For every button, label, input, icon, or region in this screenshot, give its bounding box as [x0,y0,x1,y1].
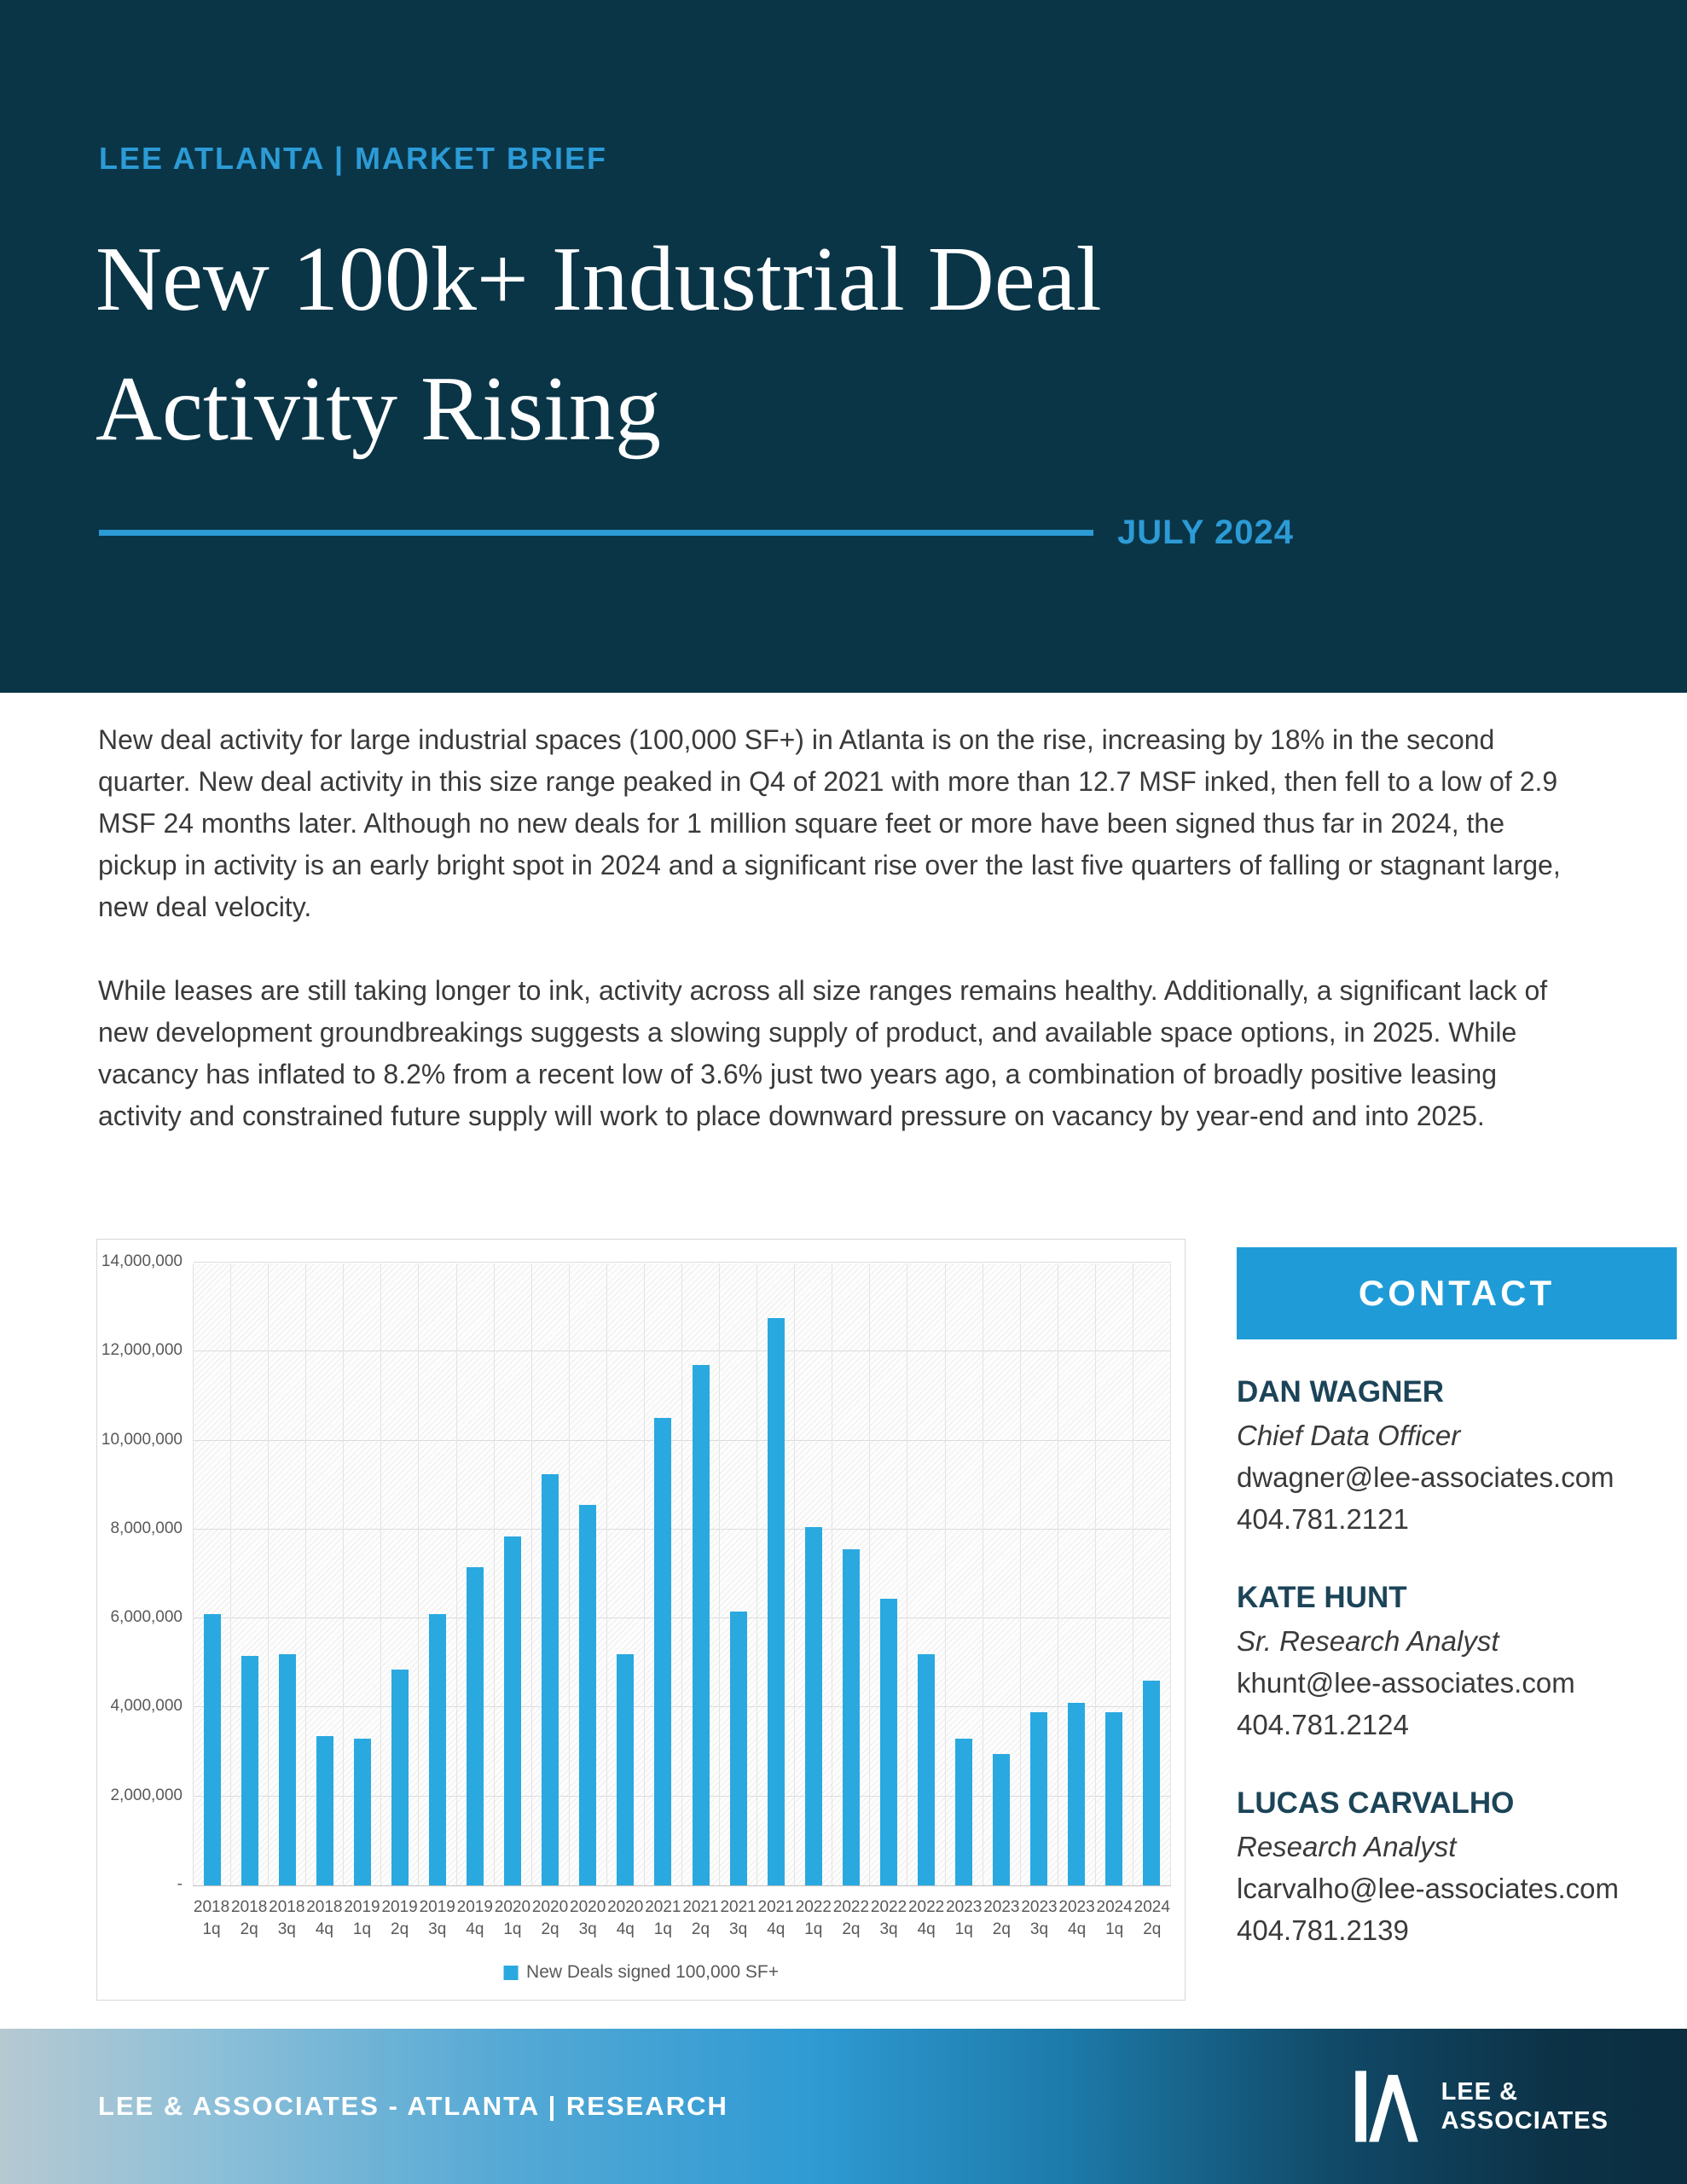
y-axis-tick-label: 4,000,000 [110,1697,183,1715]
body-paragraph-2: While leases are still taking longer to ink, activity across all size ranges remains healthy. Additionally, a significant lack of new development groundbreakings suggests a slowing supply of product, and available space options, in 2025. While vacancy has inflated to 8.2% from a recent low of 3.6% just two years ago, a combination of broadly positive leasing activity and constrained future supply will work to place downward pressure on vacancy by year-end and into 2025. [98,975,1548,1131]
bar-2019-2q [391,1670,409,1885]
contact-name: DAN WAGNER [1237,1375,1445,1409]
x-axis-tick-line: 2021 [757,1898,794,1916]
chart-x-axis [193,1896,1171,1941]
chart-category-slot [946,1263,983,1885]
x-axis-tick-label [720,1896,757,1941]
hero-section [0,0,1687,693]
bar-2021-1q [654,1418,671,1885]
contact-header-box [1237,1247,1677,1339]
body-copy [98,719,1569,1179]
x-axis-tick-line: 2021 [682,1898,719,1916]
contact-email: khunt@lee-associates.com [1237,1667,1575,1699]
y-axis-tick-label: 2,000,000 [110,1786,183,1804]
bar-2023-1q [955,1739,972,1885]
x-axis-tick-line: 1q [503,1920,522,1938]
chart-category-slot [720,1263,757,1885]
bar-chart [96,1239,1186,2001]
bar-2023-2q [993,1754,1010,1885]
x-axis-tick-line: 2018 [193,1898,230,1916]
x-axis-tick-line: 2020 [531,1898,569,1916]
bar-2021-3q [730,1612,747,1885]
body-paragraph-1: New deal activity for large industrial spaces (100,000 SF+) in Atlanta is on the rise, increasing by 18% in the second quarter. New deal activity in this size range peaked in Q4 of 2021 with more than 12.7 MSF inked, then fell to a low of 2.9 MSF 24 months later. Although no new deals for 1 million square feet or more have been signed thus far in 2024, the pickup in activity is an early bright spot in 2024 and a significant rise over the last five quarters of falling or stagnant large, new deal velocity. [98,724,1561,922]
lee-associates-logo-icon [1346,2062,1428,2151]
chart-category-slot [1058,1263,1096,1885]
bar-2018-3q [279,1654,296,1885]
title-rule [99,530,1093,536]
y-axis-tick-label: - [177,1875,183,1893]
contact-title: Sr. Research Analyst [1237,1625,1499,1657]
contact-name: KATE HUNT [1237,1581,1407,1614]
x-axis-tick-line: 2020 [570,1898,606,1916]
contact-name: LUCAS CARVALHO [1237,1786,1515,1820]
x-axis-tick-line: 2022 [795,1898,832,1916]
chart-category-slot [269,1263,306,1885]
logo-line1: LEE & [1441,2078,1519,2106]
footer-text: LEE & ASSOCIATES - ATLANTA | RESEARCH [98,2091,728,2121]
x-axis-tick-line: 2022 [832,1898,870,1916]
eyebrow-label: LEE ATLANTA | MARKET BRIEF [99,141,608,176]
x-axis-tick-line: 2023 [946,1898,983,1916]
contact-email: lcarvalho@lee-associates.com [1237,1873,1620,1904]
x-axis-tick-line: 3q [879,1920,898,1938]
x-axis-tick-line: 3q [277,1920,296,1938]
y-axis-tick-label: 10,000,000 [101,1431,183,1449]
x-axis-tick-line: 2q [691,1920,710,1938]
legend-label: New Deals signed 100,000 SF+ [526,1962,779,1982]
x-axis-tick-line: 2018 [269,1898,305,1916]
chart-category-slot [607,1263,645,1885]
bar-2018-4q [316,1736,333,1885]
x-axis-tick-label [381,1896,419,1941]
chart-category-slot [907,1263,945,1885]
chart-category-slot [419,1263,456,1885]
x-axis-tick-line: 2023 [1058,1898,1095,1916]
x-axis-tick-line: 1q [202,1920,221,1938]
contact-title: Chief Data Officer [1237,1420,1461,1451]
chart-category-slot [1021,1263,1058,1885]
chart-category-slot [1096,1263,1133,1885]
contact-phone: 404.781.2139 [1237,1914,1409,1946]
x-axis-tick-label [945,1896,983,1941]
y-axis-tick-label: 8,000,000 [110,1519,183,1537]
gridline [194,1262,1171,1263]
chart-plot-area [193,1263,1171,1886]
x-axis-tick-line: 3q [578,1920,597,1938]
bar-2020-3q [579,1505,596,1885]
page-title [96,215,1102,474]
bar-2023-4q [1068,1703,1085,1885]
bar-2024-2q [1143,1681,1160,1885]
bar-2022-4q [918,1654,935,1885]
bar-2019-4q [467,1567,484,1885]
x-axis-tick-label [870,1896,907,1941]
bar-2019-3q [429,1614,446,1885]
x-axis-tick-label [456,1896,494,1941]
x-axis-tick-label [681,1896,719,1941]
x-axis-tick-line: 4q [917,1920,936,1938]
x-axis-tick-line: 1q [653,1920,672,1938]
x-axis-tick-label [343,1896,380,1941]
x-axis-tick-label [832,1896,870,1941]
x-axis-tick-line: 2q [1143,1920,1162,1938]
bar-2020-4q [617,1654,634,1885]
contact-card [1237,1781,1677,1951]
x-axis-tick-line: 2q [992,1920,1011,1938]
y-axis-tick-label: 12,000,000 [101,1341,183,1359]
bar-2023-3q [1030,1712,1047,1885]
chart-category-slot [983,1263,1021,1885]
date-label: JULY 2024 [1117,513,1294,551]
x-axis-tick-label [795,1896,832,1941]
x-axis-tick-label [644,1896,681,1941]
page-title-line2: Activity Rising [96,358,662,460]
x-axis-tick-line: 2018 [231,1898,268,1916]
logo-wordmark [1441,2077,1609,2135]
x-axis-tick-line: 2q [541,1920,559,1938]
x-axis-tick-line: 4q [315,1920,333,1938]
x-axis-tick-line: 2023 [1021,1898,1058,1916]
contact-panel [1237,1247,1677,1987]
x-axis-tick-label [569,1896,606,1941]
x-axis-tick-label [907,1896,945,1941]
chart-y-axis [97,1252,183,1893]
x-axis-tick-line: 2019 [419,1898,455,1916]
x-axis-tick-line: 2021 [720,1898,757,1916]
title-rule-row [99,507,1344,558]
chart-category-slot [457,1263,495,1885]
x-axis-tick-line: 2q [240,1920,258,1938]
x-axis-tick-line: 1q [804,1920,823,1938]
chart-category-slot [231,1263,269,1885]
x-axis-tick-label [419,1896,456,1941]
x-axis-tick-line: 2022 [870,1898,907,1916]
contact-phone: 404.781.2121 [1237,1503,1409,1535]
contact-header-label: CONTACT [1358,1273,1556,1313]
bar-2018-1q [204,1614,221,1885]
chart-category-slot [194,1263,231,1885]
contact-email: dwagner@lee-associates.com [1237,1461,1615,1493]
bar-2024-1q [1105,1712,1122,1885]
x-axis-tick-line: 2021 [645,1898,681,1916]
legend-swatch [503,1966,518,1980]
x-axis-tick-label [268,1896,305,1941]
x-axis-tick-label [531,1896,569,1941]
bar-2022-3q [880,1599,897,1885]
chart-category-slot [570,1263,607,1885]
contact-title: Research Analyst [1237,1831,1457,1862]
bar-2019-1q [354,1739,371,1885]
x-axis-tick-line: 4q [466,1920,484,1938]
x-axis-tick-label [193,1896,230,1941]
y-axis-tick-label: 14,000,000 [101,1252,183,1270]
x-axis-tick-line: 2018 [306,1898,343,1916]
bar-2020-2q [542,1474,559,1885]
x-axis-tick-line: 1q [1105,1920,1124,1938]
x-axis-tick-line: 2020 [494,1898,531,1916]
chart-category-slot [870,1263,907,1885]
x-axis-tick-label [1133,1896,1171,1941]
chart-category-slot [532,1263,570,1885]
contact-phone: 404.781.2124 [1237,1709,1409,1740]
chart-category-slot [306,1263,344,1885]
x-axis-tick-line: 2q [391,1920,409,1938]
page-title-line1: New 100k+ Industrial Deal [96,229,1102,330]
x-axis-tick-line: 2024 [1133,1898,1170,1916]
x-axis-tick-line: 4q [1068,1920,1087,1938]
x-axis-tick-label [1058,1896,1096,1941]
chart-category-slot [795,1263,832,1885]
chart-category-slot [381,1263,419,1885]
x-axis-tick-label [1096,1896,1133,1941]
x-axis-tick-line: 3q [1029,1920,1049,1938]
chart-legend [503,1962,779,1983]
contact-card-list [1237,1370,1677,1951]
x-axis-tick-line: 2019 [456,1898,493,1916]
x-axis-tick-line: 2019 [344,1898,380,1916]
x-axis-tick-line: 2024 [1096,1898,1133,1916]
chart-category-slot [344,1263,381,1885]
x-axis-tick-label [305,1896,343,1941]
company-logo [1346,2062,1609,2151]
x-axis-tick-label [757,1896,795,1941]
x-axis-tick-label [494,1896,531,1941]
x-axis-tick-line: 4q [767,1920,786,1938]
x-axis-tick-label [606,1896,644,1941]
bar-2022-1q [805,1527,822,1885]
footer-bar [0,2029,1687,2184]
x-axis-tick-line: 2023 [983,1898,1020,1916]
chart-category-slot [682,1263,720,1885]
y-axis-tick-label: 6,000,000 [110,1608,183,1626]
x-axis-tick-line: 1q [954,1920,973,1938]
x-axis-tick-line: 2019 [381,1898,418,1916]
chart-category-slot [757,1263,795,1885]
x-axis-tick-label [983,1896,1020,1941]
x-axis-tick-line: 4q [616,1920,635,1938]
x-axis-tick-line: 2022 [907,1898,945,1916]
chart-category-slot [645,1263,682,1885]
contact-card [1237,1576,1677,1745]
chart-category-slot [832,1263,870,1885]
x-axis-tick-line: 3q [428,1920,447,1938]
bar-2022-2q [843,1549,860,1885]
bar-2020-1q [504,1536,521,1885]
x-axis-tick-label [230,1896,268,1941]
x-axis-tick-line: 2q [842,1920,861,1938]
x-axis-tick-line: 2020 [607,1898,644,1916]
logo-line2: ASSOCIATES [1441,2107,1609,2135]
x-axis-tick-line: 1q [352,1920,372,1938]
bar-2021-4q [768,1318,785,1885]
x-axis-tick-line: 3q [729,1920,748,1938]
bar-2021-2q [693,1365,710,1885]
bar-2018-2q [241,1656,258,1885]
chart-category-slot [1133,1263,1171,1885]
chart-category-slot [495,1263,532,1885]
contact-card [1237,1370,1677,1540]
x-axis-tick-label [1020,1896,1058,1941]
